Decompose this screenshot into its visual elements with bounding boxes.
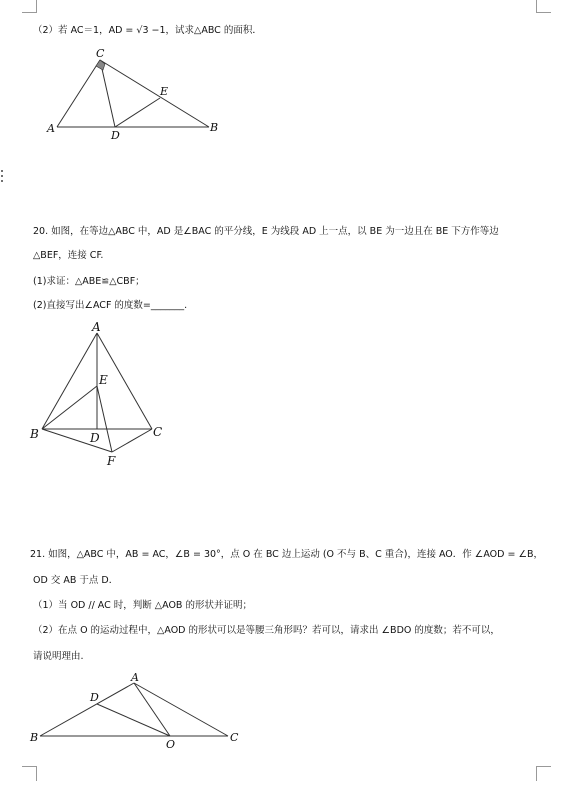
fig3-label-D: D — [90, 691, 99, 704]
corner-mark-top-right — [536, 0, 551, 13]
fig3-label-O: O — [166, 738, 176, 751]
q20-part1: (1)求证：△ABE≌△CBF； — [33, 276, 145, 287]
q20-part2: (2)直接写出∠ACF 的度数=_______. — [33, 300, 188, 311]
q21-line2: OD 交 AB 于点 D． — [33, 575, 119, 586]
q19-part2-text: （2）若 AC＝1，AD = √3 −1，试求△ABC 的面积． — [33, 25, 262, 36]
fig3-label-B: B — [30, 731, 39, 744]
fig2-label-E: E — [99, 373, 108, 387]
fig1-label-A: A — [47, 122, 55, 135]
fig2-label-F: F — [107, 454, 116, 468]
corner-mark-bottom-left — [22, 766, 37, 781]
fig2-label-C: C — [153, 425, 163, 439]
q20-line1: 20. 如图，在等边△ABC 中，AD 是∠BAC 的平分线，E 为线段 AD 上一点，以 BE 为一边且在 BE 下方作等边 — [33, 226, 499, 237]
q21-part2: （2）在点 O 的运动过程中，△AOD 的形状可以是等腰三角形吗？若可以，请求出 ∠BDO 的度数；若不可以， — [33, 625, 500, 636]
fig3-label-C: C — [230, 731, 239, 744]
q21-part3: 请说明理由. — [33, 651, 84, 662]
fig3-label-A: A — [131, 671, 139, 684]
corner-mark-bottom-right — [536, 766, 551, 781]
fig2-label-D: D — [90, 431, 100, 445]
fig1-label-D: D — [111, 129, 120, 142]
fig1-label-C: C — [96, 47, 105, 60]
fig1-label-E: E — [160, 85, 169, 98]
fig1-label-B: B — [210, 121, 219, 134]
q21-part1: （1）当 OD // AC 时，判断 △AOB 的形状并证明； — [33, 600, 252, 611]
drag-handle-icon[interactable] — [1, 170, 4, 185]
corner-mark-top-left — [22, 0, 37, 13]
fig2-label-B: B — [30, 427, 39, 441]
q20-line2: △BEF，连接 CF. — [33, 250, 104, 261]
q21-line1: 21. 如图，△ABC 中，AB = AC，∠B = 30°，点 O 在 BC 边上运动 (O 不与 B、C 重合)，连接 AO．作 ∠AOD = ∠B， — [30, 549, 543, 560]
fig2-label-A: A — [92, 320, 101, 334]
